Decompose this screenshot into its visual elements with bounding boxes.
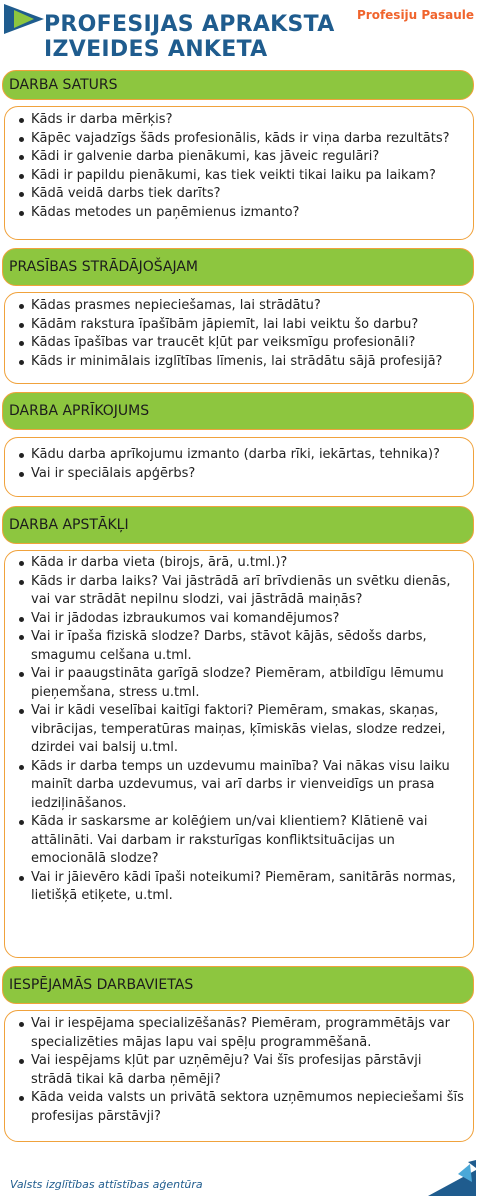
agency-name: Valsts izglītības attīstības aģentūra bbox=[10, 1178, 203, 1191]
title-line-1: PROFESIJAS APRAKSTA bbox=[44, 12, 335, 37]
list-item: Vai ir jāievēro kādi īpaši noteikumi? Piemēram, sanitārās normas, lietišķā etiķete, u.tml. bbox=[17, 869, 465, 906]
list-item: Kādā veidā darbs tiek darīts? bbox=[17, 185, 465, 204]
list-item: Kāpēc vajadzīgs šāds profesionālis, kāds ir viņa darba rezultāts? bbox=[17, 130, 465, 149]
section-box-darbavietas bbox=[4, 1010, 474, 1142]
list-item: Kāds ir darba mērķis? bbox=[17, 111, 465, 130]
list-item: Kādi ir galvenie darba pienākumi, kas jāveic regulāri? bbox=[17, 148, 465, 167]
brand-logo-text: Profesiju Pasaule bbox=[356, 8, 474, 22]
section-header-aprikojums: DARBA APRĪKOJUMS bbox=[2, 392, 474, 430]
section-box-apstakli bbox=[4, 550, 474, 958]
section-header-darba-saturs: DARBA SATURS bbox=[2, 70, 474, 100]
list-item: Kāda ir darba vieta (birojs, ārā, u.tml.)? bbox=[17, 554, 465, 573]
page-title bbox=[44, 12, 364, 62]
section-box-aprikojums bbox=[4, 437, 474, 497]
page-header bbox=[0, 0, 480, 68]
list-item: Kādu darba aprīkojumu izmanto (darba rīki, iekārtas, tehnika)? bbox=[17, 446, 465, 465]
list-item: Kādi ir papildu pienākumi, kas tiek veikti tikai laiku pa laikam? bbox=[17, 167, 465, 186]
list-item: Kādas īpašības var traucēt kļūt par veiksmīgu profesionāli? bbox=[17, 334, 465, 353]
list-item: Vai ir iespējama specializēšanās? Piemēram, programmētājs var specializēties mājas lapu vai spēļu programmēšanā. bbox=[17, 1015, 465, 1052]
list-item: Kāda ir saskarsme ar kolēģiem un/vai klientiem? Klātienē vai attālināti. Vai darbam ir raksturīgas konfliktsituācijas un emocionālā slodze? bbox=[17, 813, 465, 869]
agency-logo-icon bbox=[428, 1160, 476, 1196]
list-item: Kāda veida valsts un privātā sektora uzņēmumos nepieciešami šīs profesijas pārstāvji? bbox=[17, 1089, 465, 1126]
list-item: Kāds ir darba laiks? Vai jāstrādā arī brīvdienās un svētku dienās, vai var strādāt nepilnu slodzi, vai jāstrādā maiņās? bbox=[17, 573, 465, 610]
title-line-2: IZVEIDES ANKETA bbox=[44, 37, 268, 62]
section-box-prasibas bbox=[4, 292, 474, 384]
list-item: Vai ir īpaša fiziskā slodze? Darbs, stāvot kājās, sēdošs darbs, smagumu celšana u.tml. bbox=[17, 628, 465, 665]
list-item: Kādas prasmes nepieciešamas, lai strādātu? bbox=[17, 297, 465, 316]
section-header-apstakli: DARBA APSTĀKĻI bbox=[2, 506, 474, 544]
list-item: Vai ir jādodas izbraukumos vai komandējumos? bbox=[17, 610, 465, 629]
list-item: Kāds ir darba temps un uzdevumu mainība? Vai nākas visu laiku mainīt darba uzdevumus, vai arī darbs ir vienveidīgs un prasa iedziļināšanos. bbox=[17, 758, 465, 814]
list-item: Vai iespējams kļūt par uzņēmēju? Vai šīs profesijas pārstāvji strādā tikai kā darba ņēmēji? bbox=[17, 1052, 465, 1089]
section-header-prasibas: PRASĪBAS STRĀDĀJOŠAJAM bbox=[2, 248, 474, 286]
list-item: Vai ir paaugstināta garīgā slodze? Piemēram, atbildīgu lēmumu pieņemšana, stress u.tml. bbox=[17, 665, 465, 702]
section-box-darba-saturs bbox=[4, 106, 474, 240]
arrow-accent-icon bbox=[14, 10, 34, 28]
list-item: Vai ir speciālais apģērbs? bbox=[17, 465, 465, 484]
list-item: Vai ir kādi veselībai kaitīgi faktori? Piemēram, smakas, skaņas, vibrācijas, temperatūras maiņas, ķīmiskās vielas, slodze redzei, dzirdei vai balsij u.tml. bbox=[17, 702, 465, 758]
list-item: Kāds ir minimālais izglītības līmenis, lai strādātu sājā profesijā? bbox=[17, 353, 465, 372]
section-header-darbavietas: IESPĒJAMĀS DARBAVIETAS bbox=[2, 966, 474, 1004]
list-item: Kādām rakstura īpašībām jāpiemīt, lai labi veiktu šo darbu? bbox=[17, 316, 465, 335]
list-item: Kādas metodes un paņēmienus izmanto? bbox=[17, 204, 465, 223]
